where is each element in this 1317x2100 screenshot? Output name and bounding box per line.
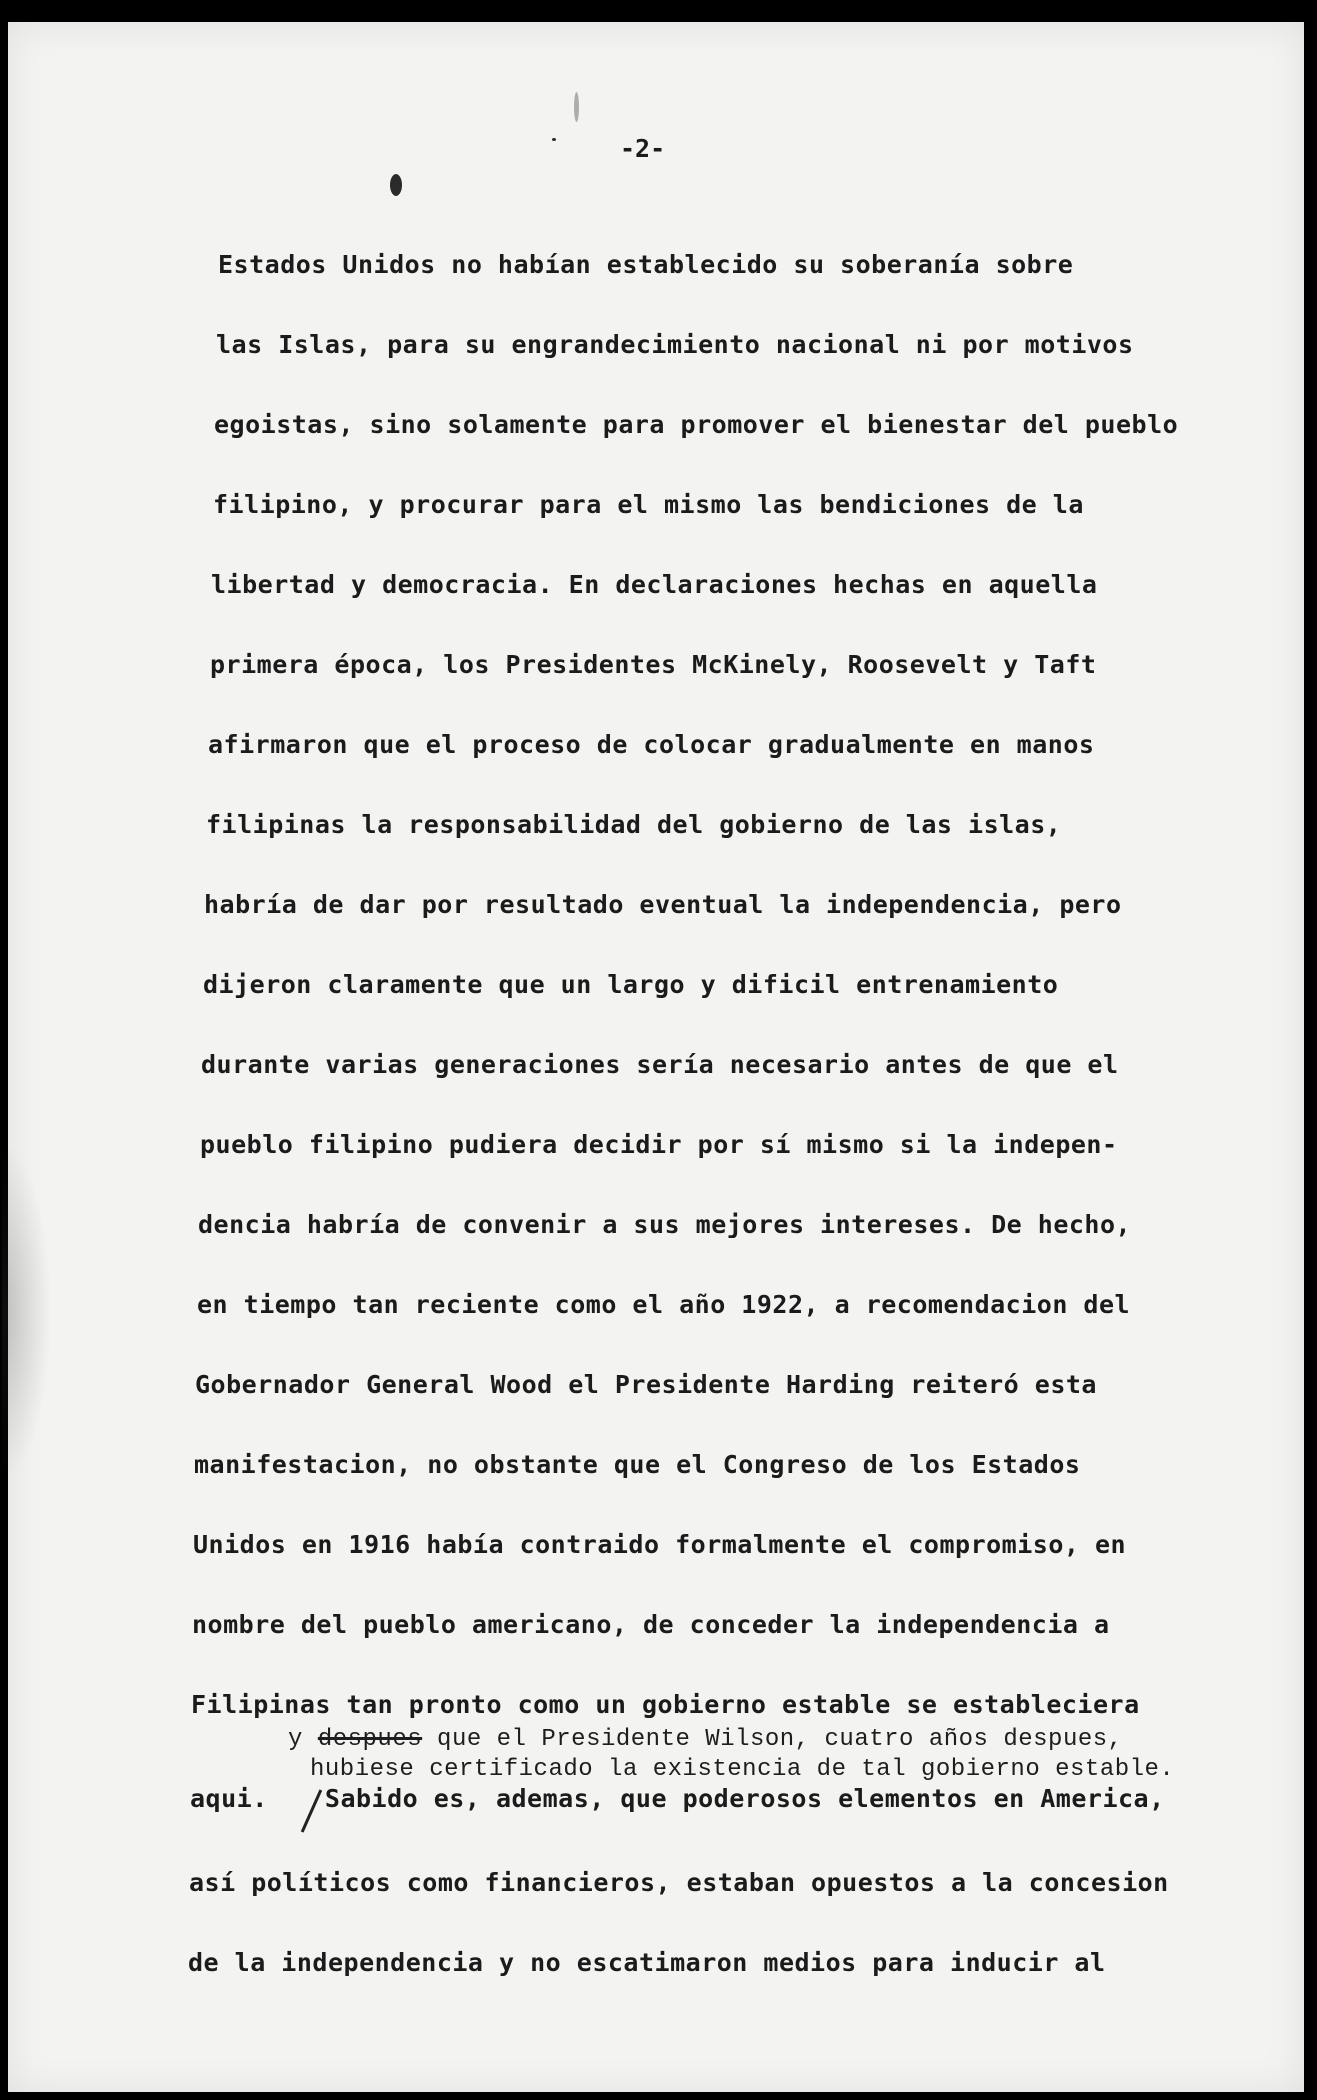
text-line: afirmaron que el proceso de colocar gradualmente en manos (208, 730, 1095, 759)
text-line (190, 1784, 1165, 1813)
text-line: Gobernador General Wood el Presidente Harding reiteró esta (195, 1370, 1097, 1399)
document-page (8, 22, 1304, 2092)
text-line: manifestacion, no obstante que el Congreso de los Estados (194, 1450, 1081, 1479)
text-line: pueblo filipino pudiera decidir por sí mismo si la indepen- (200, 1130, 1118, 1159)
text-line: dencia habría de convenir a sus mejores intereses. De hecho, (198, 1210, 1132, 1239)
continuation-text: Sabido es, ademas, que poderosos elementos en America, (324, 1784, 1165, 1813)
aqui-word: aqui. (190, 1784, 268, 1813)
text-line: dijeron claramente que un largo y dificil entrenamiento (203, 970, 1059, 999)
text-line: en tiempo tan reciente como el año 1922, a recomendacion del (197, 1290, 1131, 1319)
text-line: Filipinas tan pronto como un gobierno estable se estableciera (191, 1690, 1140, 1719)
text-line: filipino, y procurar para el mismo las bendiciones de la (213, 490, 1084, 519)
struck-word: despues (317, 1726, 423, 1753)
text-line: habría de dar por resultado eventual la independencia, pero (204, 890, 1122, 919)
insertion-prefix: y (288, 1726, 303, 1753)
text-line: durante varias generaciones sería necesario antes de que el (201, 1050, 1119, 1079)
text-line: primera época, los Presidentes McKinely, Roosevelt y Taft (210, 650, 1097, 679)
ink-speck (390, 174, 402, 196)
text-line: Estados Unidos no habían establecido su soberanía sobre (218, 250, 1074, 279)
handwritten-insertion-line-2 (310, 1756, 1174, 1783)
text-line: las Islas, para su engrandecimiento nacional ni por motivos (216, 330, 1134, 359)
insertion-text: hubiese certificado la existencia de tal gobierno estable. (310, 1756, 1175, 1783)
text-line: así políticos como financieros, estaban opuestos a la concesion (189, 1868, 1169, 1897)
ink-speck (574, 92, 579, 122)
text-line: filipinas la responsabilidad del gobierno de las islas, (206, 810, 1062, 839)
handwritten-insertion-line-1 (288, 1726, 1123, 1753)
text-line: nombre del pueblo americano, de conceder la independencia a (192, 1610, 1110, 1639)
scan-smudge (2, 1142, 52, 1482)
text-line: Unidos en 1916 había contraido formalmente el compromiso, en (193, 1530, 1127, 1559)
ink-speck (552, 138, 556, 141)
page-number: -2- (620, 134, 666, 163)
text-line: libertad y democracia. En declaraciones hechas en aquella (211, 570, 1098, 599)
text-line: de la independencia y no escatimaron medios para inducir al (188, 1948, 1106, 1977)
insertion-text: que el Presidente Wilson, cuatro años despues, (437, 1726, 1123, 1753)
text-line: egoistas, sino solamente para promover el bienestar del pueblo (214, 410, 1179, 439)
